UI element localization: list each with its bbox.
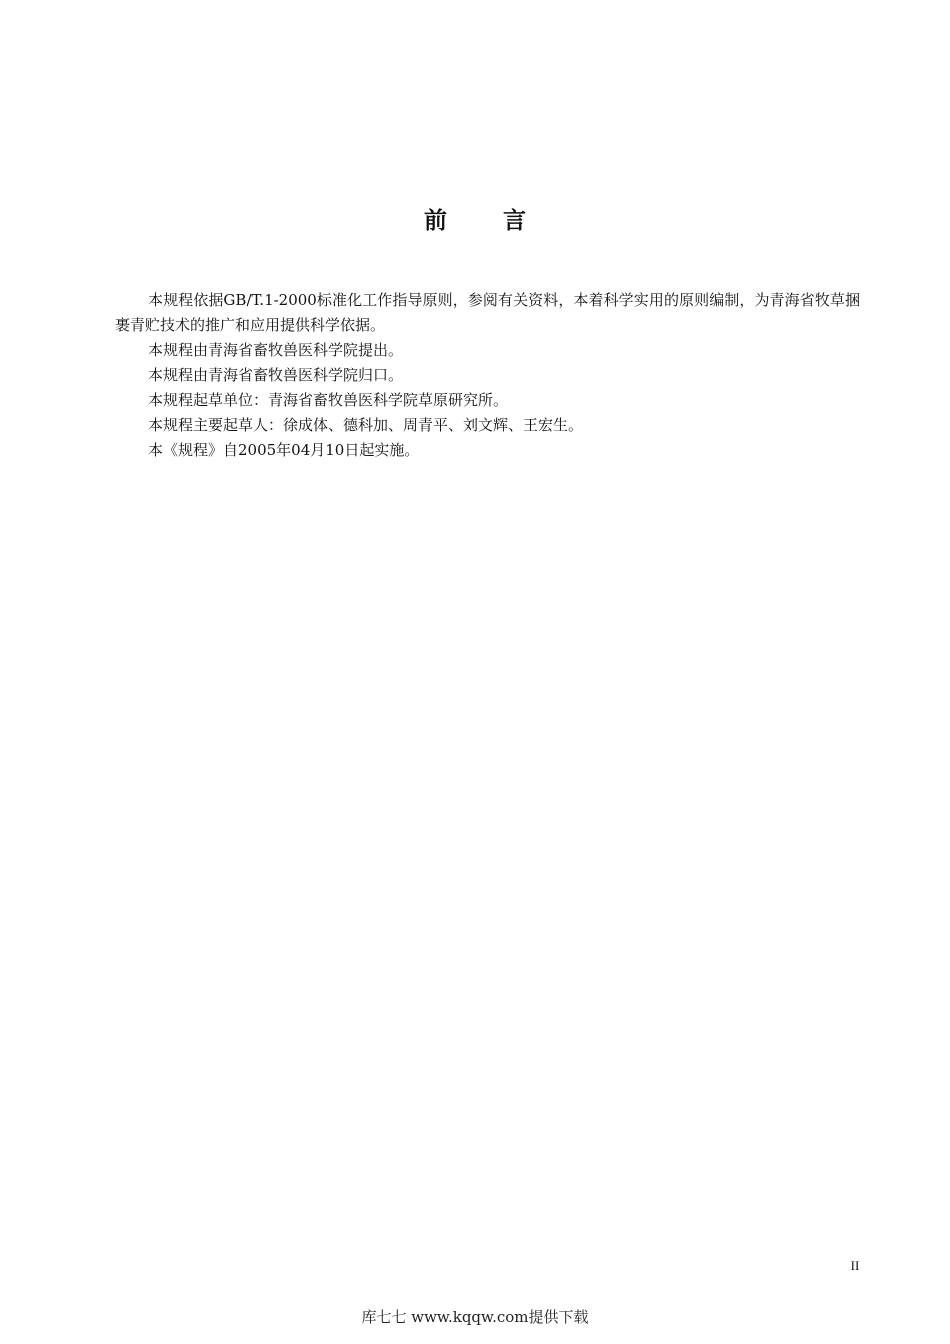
preface-paragraph-administrator: 本规程由青海省畜牧兽医科学院归口。 [148,366,404,384]
preface-paragraph-proposer: 本规程由青海省畜牧兽医科学院提出。 [148,341,404,359]
download-source-footer: 库七七 www.kqqw.com提供下载 [361,1308,589,1326]
preface-paragraph-drafters: 本规程主要起草人：徐成体、德科加、周青平、刘文辉、王宏生。 [148,416,584,434]
preface-paragraph-drafting-unit: 本规程起草单位：青海省畜牧兽医科学院草原研究所。 [148,391,509,409]
preface-paragraph-effective-date: 本《规程》自2005年04月10日起实施。 [148,441,420,459]
page-number: II [850,1258,860,1273]
preface-body [115,288,860,463]
preface-paragraph-basis: 本规程依据GB/T.1-2000标准化工作指导原则，参阅有关资料，本着科学实用的原则编制，为青海省牧草捆裹青贮技术的推广和应用提供科学依据。 [115,291,860,334]
page-title: 前言 [424,208,582,234]
